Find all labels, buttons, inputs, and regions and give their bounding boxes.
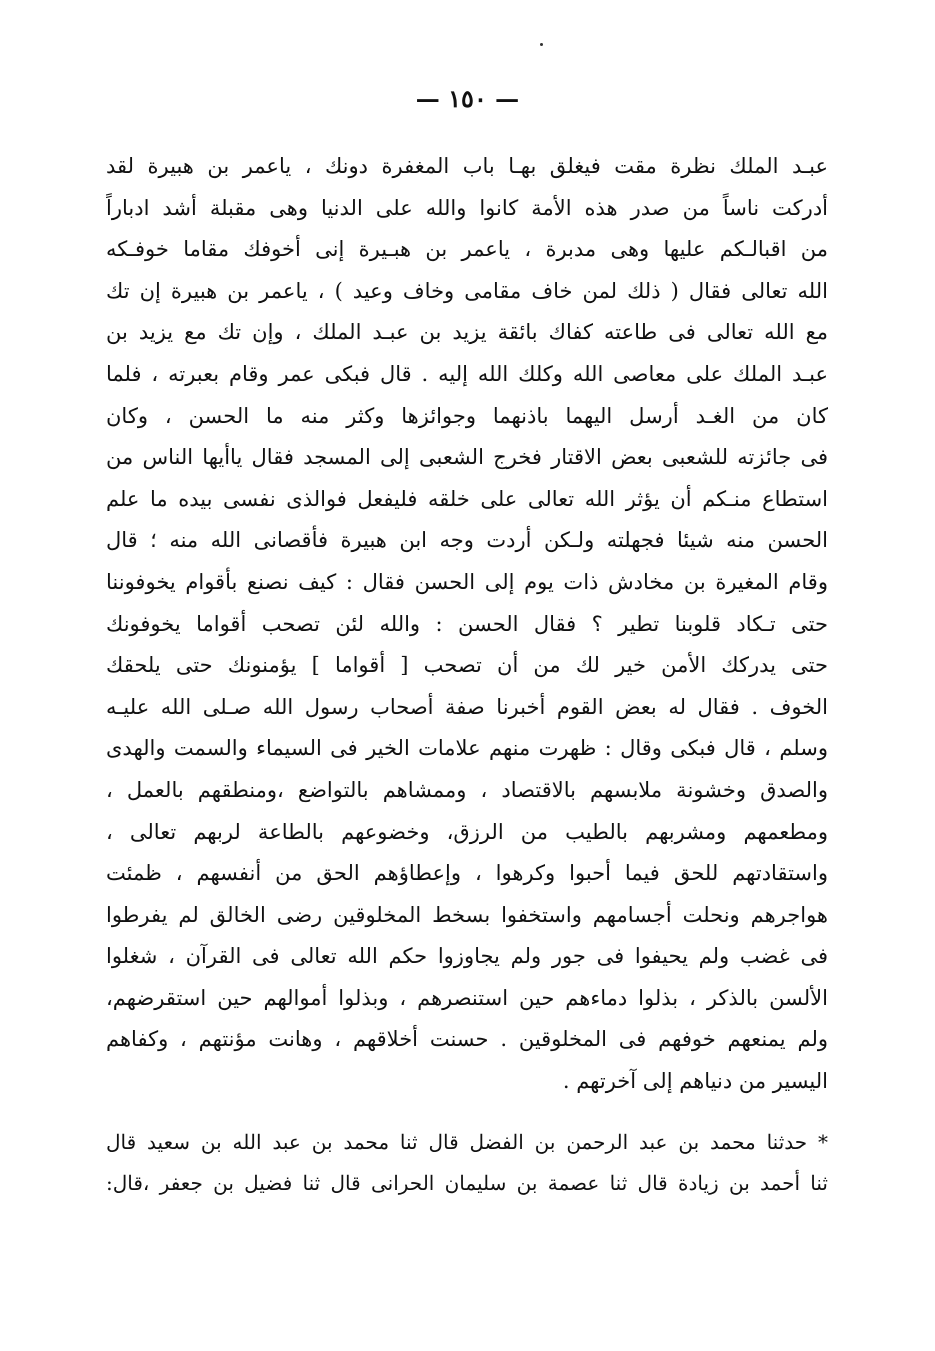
text-line: عبـد الملك على معاصى الله وكلك الله إليه . قال فبكى عمر وقام بعبرته ، فلما (106, 361, 828, 386)
text-line: الله تعالى فقال ( ذلك لمن خاف مقامى وخاف وعيد ) ، ياعمر بن هبيرة إن تك (106, 278, 828, 303)
print-speck (540, 43, 543, 46)
text-line: الخوف . فقال له بعض القوم أخبرنا صفة أصحاب رسول الله صـلى الله عليـه (106, 694, 828, 719)
text-line: حتى تـكاد قلوبنا تطير ؟ فقال الحسن : والله لئن تصحب أقواما يخوفونك (106, 611, 828, 636)
text-line: الحسن منه شيئا فجهلته ولـكن أردت وجه ابن هبيرة فأقصانى الله منه ؛ قال (106, 528, 828, 553)
footnote (106, 1122, 828, 1204)
text-line: استطاع منـكم أن يؤثر الله تعالى على خلقه فليفعل فوالذى نفسى بيده ما علم (106, 486, 828, 511)
text-line: فى غضب ولم يحيفوا فى جور ولم يجاوزوا حكم الله تعالى فى القرآن ، شغلوا (106, 944, 828, 969)
text-line: والصدق وخشونة ملابسهم بالاقتصاد ، وممشاهم بالتواضع ،ومنطقهم بالعمل ، (106, 777, 828, 802)
text-line: فى جائزته للشعبى بعض الاقتار فخرج الشعبى إلى المسجد فقال ياأيها الناس من (106, 445, 828, 470)
text-line: ولم يمنعهم خوفهم فى المخلوقين . حسنت أخلاقهم ، وهانت مؤنتهم ، وكفاهم (106, 1027, 828, 1052)
text-line: كان من الغـد أرسل اليهما باذنهما وجوائزها وكثر منه ما الحسن ، وكان (106, 403, 828, 428)
text-line: مع الله تعالى فى طاعته كفاك بائقة يزيد بن عبـد الملك ، وإن تك مع يزيد بن (106, 320, 828, 345)
body-text (106, 146, 828, 1103)
page-number: — ١٥٠ — (415, 84, 520, 113)
text-line: الألسن بالذكر ، بذلوا دماءهم حين استنصرهم ، وبذلوا أموالهم حين استقرضهم، (106, 985, 828, 1010)
footnote-line: ثنا أحمد بن زيادة قال ثنا عصمة بن سليمان الحرانى قال ثنا فضيل بن جعفر ،قال: (106, 1171, 828, 1195)
text-line: هواجرهم ونحلت أجسامهم واستخفوا بسخط المخلوقين رضى الخالق لم يفرطوا (106, 902, 828, 927)
text-line: وقام المغيرة بن مخادش ذات يوم إلى الحسن فقال : كيف نصنع بأقوام يخوفوننا (106, 569, 828, 594)
footnote-line: * حدثنا محمد بن عبد الرحمن بن الفضل قال ثنا محمد بن عبد الله بن سعيد قال (106, 1130, 828, 1154)
text-line: واستقادتهم للحق فيما أحبوا وكرهوا ، وإعطاؤهم الحق من أنفسهم ، ظمئت (106, 861, 828, 886)
text-line: حتى يدركك الأمن خير لك من أن تصحب [ أقواما ] يؤمنونك حتى يلحقك (106, 653, 828, 678)
text-line: أدركت ناساً من صدر هذه الأمة كانوا والله على الدنيا وهى مقبلة أشد ادباراً (106, 195, 828, 220)
text-line: من اقبالـكم عليها وهى مدبرة ، ياعمر بن هبـيرة إنى أخوفك مقاما خوفـكه (106, 237, 828, 262)
text-line: اليسير من دنياهم إلى آخرتهم . (562, 1069, 828, 1094)
text-line: وسلم ، قال فبكى وقال : ظهرت منهم علامات الخير فى السيماء والسمت والهدى (106, 736, 828, 761)
text-line: ومطعمهم ومشربهم بالطيب من الرزق، وخضوعهم بالطاعة لربهم تعالى ، (106, 819, 828, 844)
text-line: عبـد الملك نظرة مقت فيغلق بهـا باب المغفرة دونك ، ياعمر بن هبيرة لقد (106, 154, 828, 178)
